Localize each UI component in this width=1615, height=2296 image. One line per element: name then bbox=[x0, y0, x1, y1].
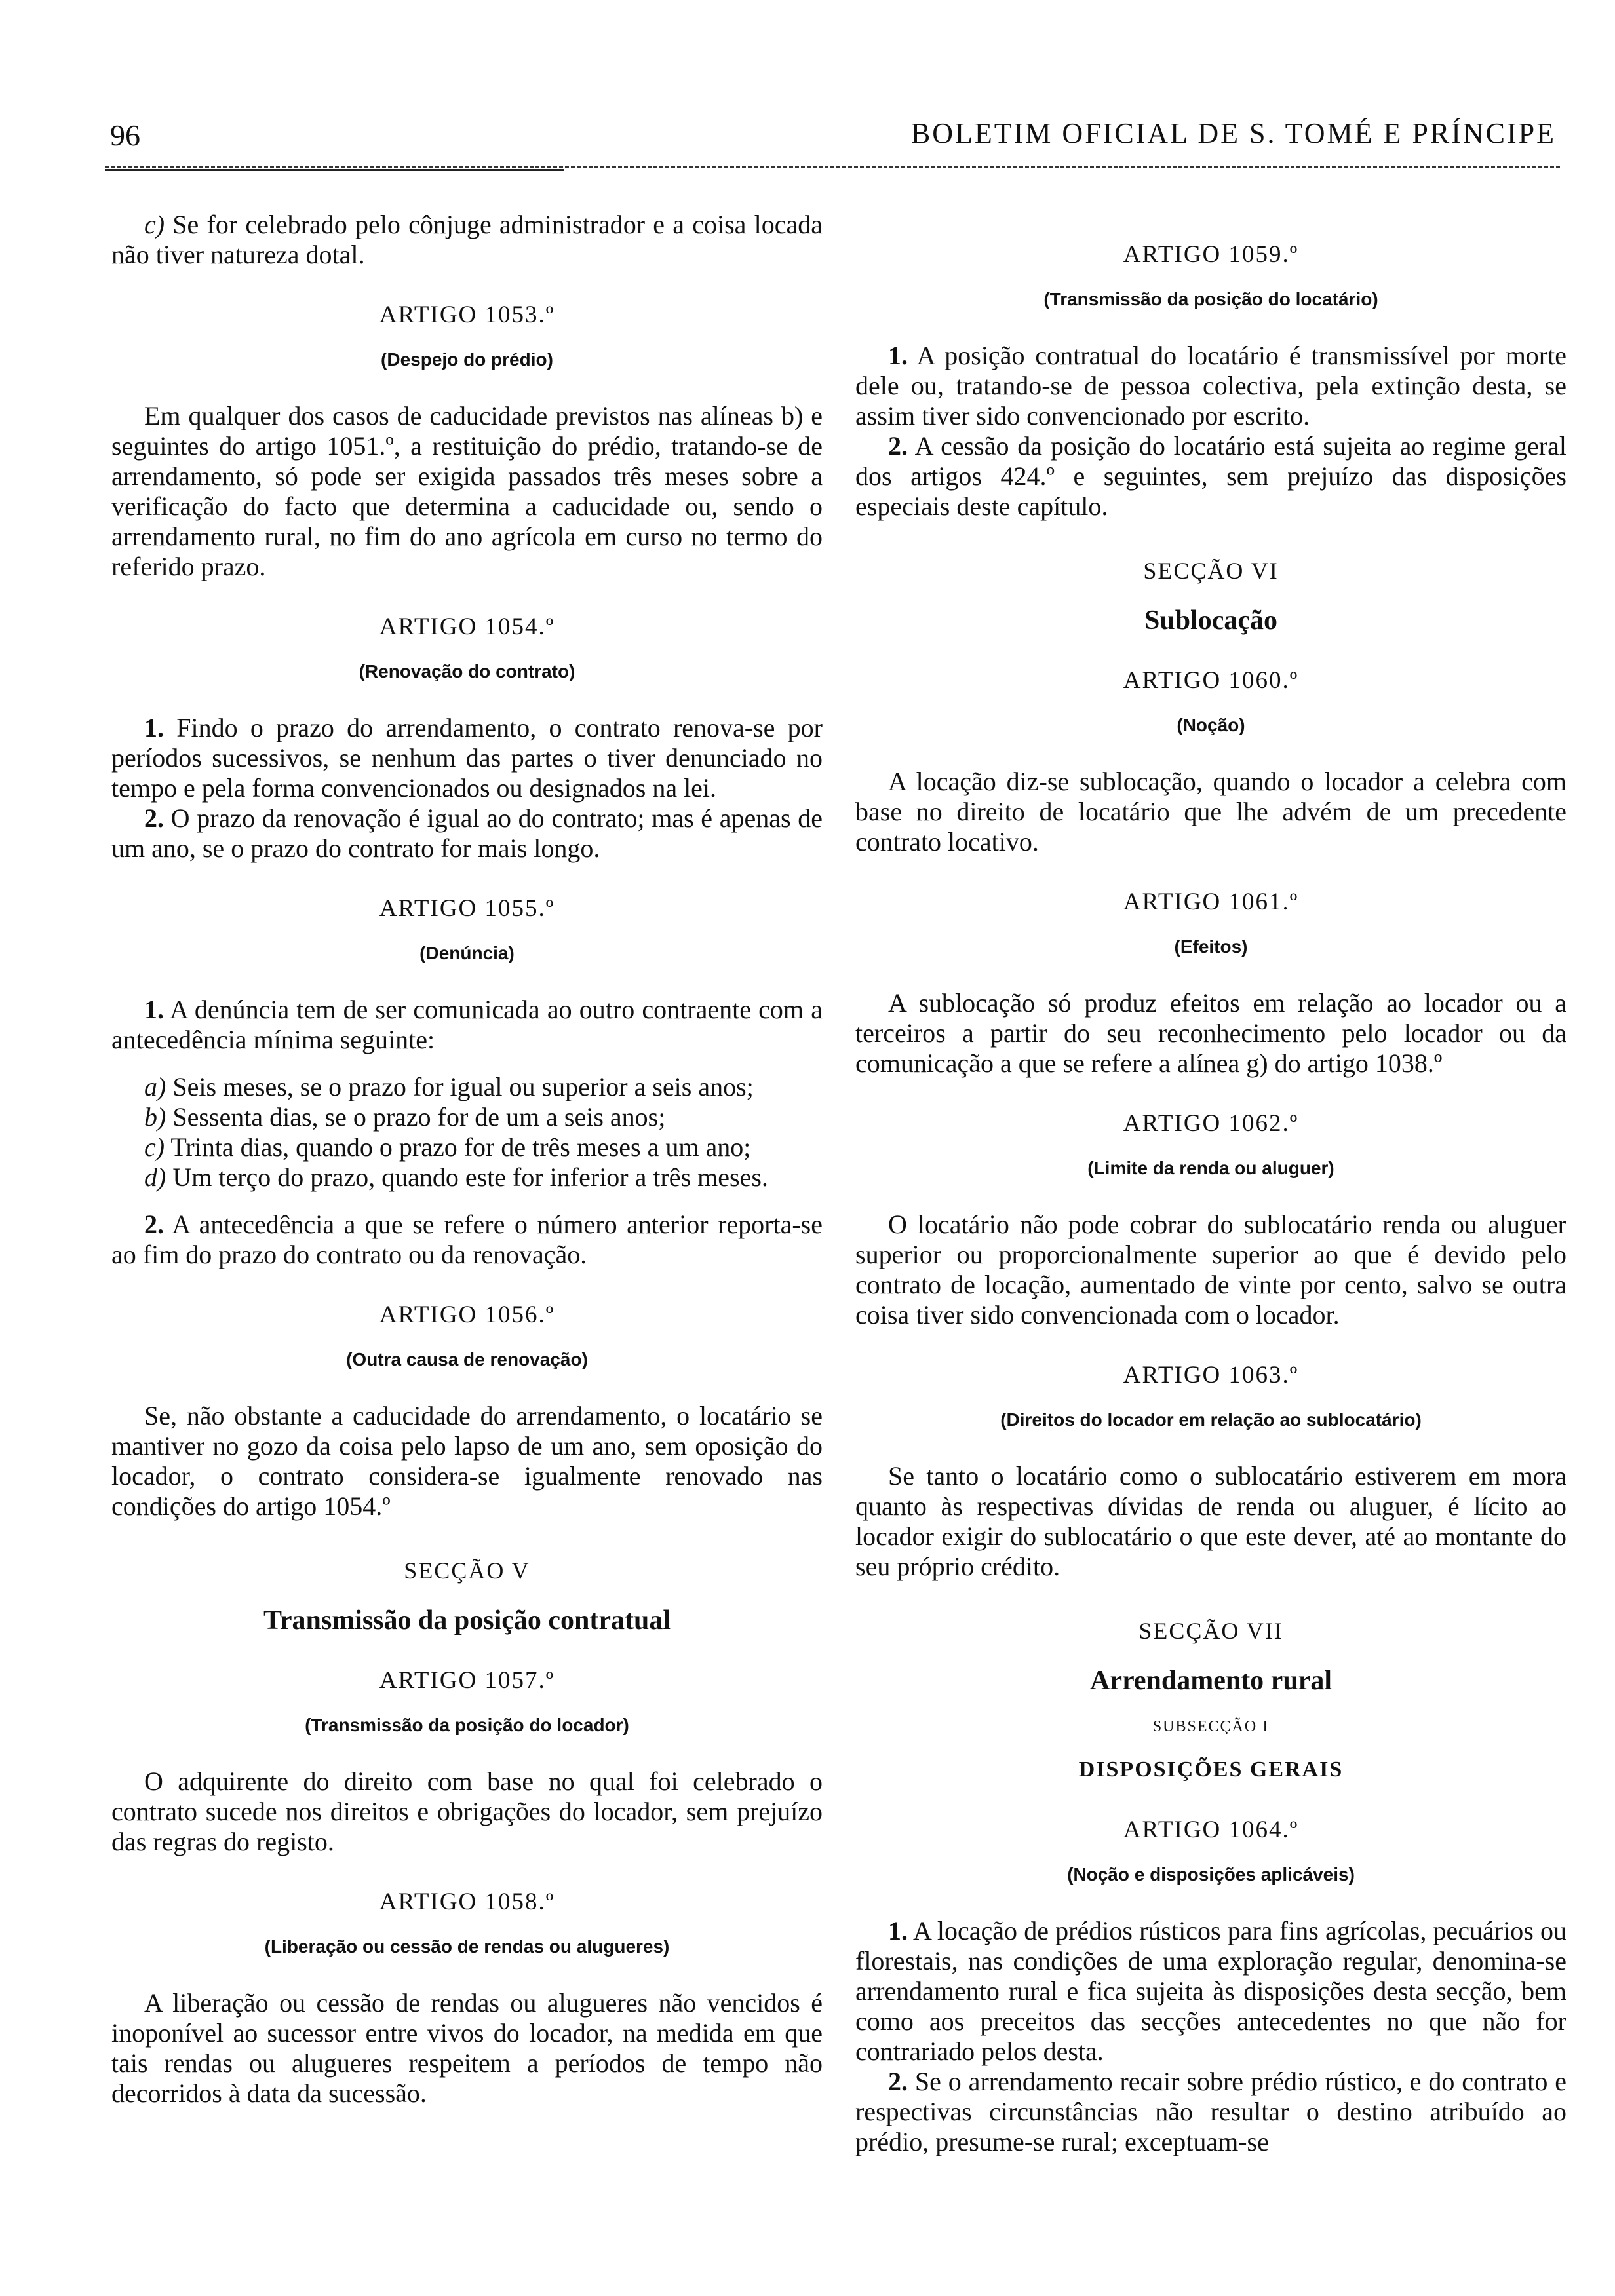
paragraph-text: Em qualquer dos casos de caducidade previstos nas alíneas b) e seguintes do artigo 1051.º, a restituição do prédio, tratando-se de arrendamento, só pode ser exigida passados três meses sobre a verificação do facto que determina a caducidade ou, sendo o arrendamento rural, no fim do ano agrícola em curso no termo do referido prazo. bbox=[111, 401, 823, 581]
article-subtitle: (Liberação ou cessão de rendas ou alugueres) bbox=[264, 1936, 670, 1957]
paragraph bbox=[855, 1210, 1566, 1330]
paragraph-text: A locação diz-se sublocação, quando o locador a celebra com base no direito de locatário que lhe advém de um precedente contrato locativo. bbox=[855, 767, 1566, 856]
paragraph bbox=[111, 1162, 823, 1193]
article-heading: ARTIGO 1063.º bbox=[1123, 1362, 1299, 1388]
article-heading: ARTIGO 1054.º bbox=[379, 613, 555, 640]
left-column bbox=[111, 210, 823, 2109]
article-subtitle: (Outra causa de renovação) bbox=[346, 1349, 588, 1369]
article-heading: ARTIGO 1059.º bbox=[1123, 241, 1299, 268]
paragraph bbox=[855, 1916, 1566, 2067]
article-heading: ARTIGO 1057.º bbox=[379, 1667, 555, 1694]
article-subtitle: (Direitos do locador em relação ao sublocatário) bbox=[1000, 1409, 1422, 1430]
paragraph-text: A sublocação só produz efeitos em relação ao locador ou a terceiros a partir do seu reconhecimento pelo locador ou da comunicação a que se refere a alínea g) do artigo 1038.º bbox=[855, 988, 1566, 1078]
paragraph-text: Sessenta dias, se o prazo for de um a seis anos; bbox=[166, 1102, 666, 1132]
paragraph bbox=[111, 713, 823, 803]
article-subtitle: (Transmissão da posição do locador) bbox=[305, 1715, 629, 1735]
section-heading: SECÇÃO V bbox=[404, 1558, 530, 1584]
article-heading: ARTIGO 1061.º bbox=[1123, 889, 1299, 915]
article-heading: ARTIGO 1056.º bbox=[379, 1301, 555, 1328]
article-subtitle: (Limite da renda ou aluguer) bbox=[1087, 1158, 1334, 1178]
publication-title: BOLETIM OFICIAL DE S. TOMÉ E PRÍNCIPE bbox=[910, 117, 1556, 149]
item-letter: d) bbox=[144, 1162, 166, 1192]
right-column bbox=[855, 210, 1566, 2157]
paragraph-text: A liberação ou cessão de rendas ou alugueres não vencidos é inoponível ao sucessor entre vivos do locador, na medida em que tais rendas ou alugueres respeitem a períodos de tempo não decorridos à data da sucessão. bbox=[111, 1988, 823, 2108]
paragraph bbox=[111, 1767, 823, 1857]
paragraph bbox=[111, 1102, 823, 1132]
paragraph-text: O locatário não pode cobrar do sublocatário renda ou aluguer superior ou proporcionalmente superior ao que é devido pelo contrato de locação, aumentado de vinte por cento, salvo se outra coisa tiver sido convencionada com o locador. bbox=[855, 1210, 1566, 1330]
paragraph bbox=[855, 767, 1566, 857]
paragraph-text: A cessão da posição do locatário está sujeita ao regime geral dos artigos 424.º e seguintes, sem prejuízo das disposições especiais deste capítulo. bbox=[855, 431, 1566, 521]
paragraph-number: 2. bbox=[888, 2067, 908, 2096]
paragraph bbox=[111, 401, 823, 582]
paragraph-text: Seis meses, se o prazo for igual ou superior a seis anos; bbox=[166, 1072, 754, 1101]
item-letter: c) bbox=[144, 210, 165, 239]
paragraph bbox=[111, 995, 823, 1055]
paragraph-number: 1. bbox=[144, 713, 164, 742]
section-heading: SECÇÃO VI bbox=[1143, 558, 1279, 584]
paragraph-text: A denúncia tem de ser comunicada ao outro contraente com a antecedência mínima seguinte: bbox=[111, 995, 823, 1054]
header-divider-solid bbox=[105, 169, 564, 171]
paragraph bbox=[855, 431, 1566, 522]
article-heading: ARTIGO 1053.º bbox=[379, 301, 555, 328]
paragraph-text: Findo o prazo do arrendamento, o contrato renova-se por períodos sucessivos, se nenhum das partes o tiver denunciado no tempo e pela forma convencionados ou designados na lei. bbox=[111, 713, 823, 803]
paragraph-text: A antecedência a que se refere o número anterior reporta-se ao fim do prazo do contrato ou da renovação. bbox=[111, 1210, 823, 1269]
paragraph-number: 1. bbox=[144, 995, 164, 1024]
paragraph bbox=[111, 803, 823, 864]
paragraph-text: O prazo da renovação é igual ao do contrato; mas é apenas de um ano, se o prazo do contrato for mais longo. bbox=[111, 803, 823, 863]
paragraph-number: 2. bbox=[144, 1210, 164, 1239]
paragraph-text: Se, não obstante a caducidade do arrendamento, o locatário se mantiver no gozo da coisa pelo lapso de um ano, sem oposição do locador, o contrato considera-se igualmente renovado nas condições do artigo 1054.º bbox=[111, 1401, 823, 1521]
paragraph-text: Se tanto o locatário como o sublocatário estiverem em mora quanto às respectivas dívidas de renda ou aluguer, é lícito ao locador exigir do sublocatário o que este dever, até ao montante do seu próprio crédito. bbox=[855, 1461, 1566, 1581]
paragraph bbox=[111, 1401, 823, 1521]
article-subtitle: (Efeitos) bbox=[1174, 936, 1248, 957]
paragraph bbox=[111, 1210, 823, 1270]
article-heading: ARTIGO 1060.º bbox=[1123, 667, 1299, 694]
paragraph bbox=[111, 1988, 823, 2109]
paragraph bbox=[855, 988, 1566, 1079]
paragraph bbox=[111, 1072, 823, 1102]
header-divider bbox=[105, 166, 1560, 168]
subsection-heading: SUBSECÇÃO I bbox=[1152, 1718, 1270, 1735]
article-subtitle: (Noção) bbox=[1177, 715, 1245, 735]
section-title: Arrendamento rural bbox=[1090, 1666, 1332, 1696]
article-subtitle: (Renovação do contrato) bbox=[359, 661, 575, 681]
article-heading: ARTIGO 1058.º bbox=[379, 1888, 555, 1915]
paragraph-number: 1. bbox=[888, 1916, 908, 1945]
article-heading: ARTIGO 1064.º bbox=[1123, 1816, 1299, 1843]
item-letter: b) bbox=[144, 1102, 166, 1132]
paragraph bbox=[855, 2067, 1566, 2157]
paragraph bbox=[111, 210, 823, 270]
item-letter: a) bbox=[144, 1072, 166, 1101]
item-letter: c) bbox=[144, 1132, 165, 1162]
paragraph bbox=[855, 341, 1566, 431]
article-subtitle: (Despejo do prédio) bbox=[381, 349, 553, 370]
paragraph-number: 2. bbox=[888, 431, 908, 461]
article-subtitle: (Denúncia) bbox=[419, 943, 515, 963]
paragraph-text: Se for celebrado pelo cônjuge administrador e a coisa locada não tiver natureza dotal. bbox=[111, 210, 823, 269]
paragraph-text: Trinta dias, quando o prazo for de três meses a um ano; bbox=[165, 1132, 751, 1162]
section-heading: SECÇÃO VII bbox=[1138, 1618, 1283, 1644]
paragraph-text: Um terço do prazo, quando este for inferior a três meses. bbox=[166, 1162, 768, 1192]
section-title: Sublocação bbox=[1144, 605, 1278, 636]
subsection-title: DISPOSIÇÕES GERAIS bbox=[1078, 1757, 1344, 1782]
paragraph-number: 2. bbox=[144, 803, 164, 833]
article-heading: ARTIGO 1055.º bbox=[379, 895, 555, 922]
paragraph-number: 1. bbox=[888, 341, 908, 370]
paragraph bbox=[855, 1461, 1566, 1582]
article-subtitle: (Transmissão da posição do locatário) bbox=[1043, 289, 1378, 309]
paragraph-text: A posição contratual do locatário é transmissível por morte dele ou, tratando-se de pessoa colectiva, pela extinção desta, se assim tiver sido convencionado por escrito. bbox=[855, 341, 1566, 430]
paragraph-text: Se o arrendamento recair sobre prédio rústico, e do contrato e respectivas circunstâncias não resultar o destino atribuído ao prédio, presume-se rural; exceptuam-se bbox=[855, 2067, 1566, 2156]
paragraph-text: O adquirente do direito com base no qual foi celebrado o contrato sucede nos direitos e obrigações do locador, sem prejuízo das regras do registo. bbox=[111, 1767, 823, 1856]
section-title: Transmissão da posição contratual bbox=[263, 1605, 671, 1636]
article-heading: ARTIGO 1062.º bbox=[1123, 1110, 1299, 1137]
paragraph-text: A locação de prédios rústicos para fins agrícolas, pecuários ou florestais, nas condições de uma exploração regular, denomina-se arrendamento rural e fica sujeita às disposições desta secção, bem como aos preceitos das secções antecedentes no que não for contrariado pelos desta. bbox=[855, 1916, 1566, 2066]
page-number: 96 bbox=[110, 119, 140, 152]
paragraph bbox=[111, 1132, 823, 1162]
article-subtitle: (Noção e disposições aplicáveis) bbox=[1067, 1864, 1355, 1885]
